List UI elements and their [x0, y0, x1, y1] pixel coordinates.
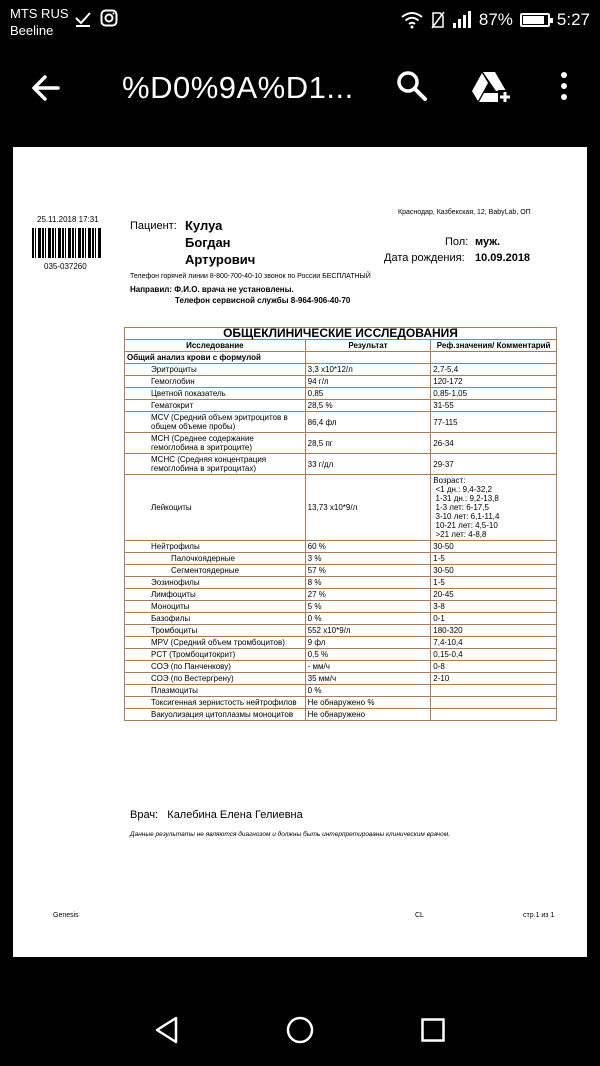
test-result: - мм/ч	[305, 661, 431, 673]
test-result: 9 фл	[305, 637, 431, 649]
test-reference: 30-50	[431, 541, 557, 553]
col-ref-header: Реф.значения/ Комментарий	[431, 340, 557, 352]
test-name: MPV (Средний объем тромбоцитов)	[125, 637, 306, 649]
test-reference: 0,85-1,05	[431, 388, 557, 400]
section-title: Общий анализ крови с формулой	[125, 352, 306, 364]
table-row	[125, 376, 557, 388]
doctor-line: Врач: Калебина Елена Гелиевна	[130, 809, 303, 821]
table-row	[125, 589, 557, 601]
nav-recents-icon[interactable]	[421, 1018, 445, 1042]
test-name: Лейкоциты	[125, 475, 306, 541]
test-name: Токсигенная зернистость нейтрофилов	[125, 697, 306, 709]
test-name: Лимфоциты	[125, 589, 306, 601]
col-result-header: Результат	[305, 340, 431, 352]
service-phone: Телефон сервисной службы 8-964-906-40-70	[175, 296, 351, 305]
report-date: 25.11.2018 17:31	[37, 215, 99, 224]
patient-label: Пациент:	[130, 220, 177, 232]
status-bar	[0, 0, 600, 44]
table-row	[125, 613, 557, 625]
test-result: 0 %	[305, 685, 431, 697]
test-name: Гематокрит	[125, 400, 306, 412]
test-reference: 0-1	[431, 613, 557, 625]
test-reference: 20-45	[431, 589, 557, 601]
test-reference: 1-5	[431, 577, 557, 589]
test-reference	[431, 697, 557, 709]
test-name: Тромбоциты	[125, 625, 306, 637]
test-name: СОЭ (по Панченкову)	[125, 661, 306, 673]
table-row	[125, 433, 557, 454]
footer-center: CL	[415, 912, 424, 919]
test-result: 28,5 пг	[305, 433, 431, 454]
table-row	[125, 454, 557, 475]
test-name: Палочкоядерные	[125, 553, 306, 565]
carrier-2: Beeline	[10, 23, 54, 38]
test-reference: 77-115	[431, 412, 557, 433]
test-reference: Возраст: <1 дн.: 9,4-32,2 1-31 дн.: 9,2-13,8 1-3 лет: 6-17,5 3-10 лет: 6,1-11,4 10-21 лет: 4,5-10 >21 лет: 4-8,8	[431, 475, 557, 541]
disclaimer: Данные результаты не являются диагнозом и должны быть интерпретированы клиническим врачом.	[130, 831, 451, 838]
test-reference: 29-37	[431, 454, 557, 475]
test-reference: 1-5	[431, 553, 557, 565]
test-reference: 31-55	[431, 400, 557, 412]
patient-first-name: Богдан	[185, 235, 231, 250]
battery-icon	[520, 13, 550, 27]
test-result: 28,5 %	[305, 400, 431, 412]
col-test-header: Исследование	[125, 340, 306, 352]
patient-patronymic: Артурович	[185, 252, 256, 267]
test-result: 86,4 фл	[305, 412, 431, 433]
test-result: 5 %	[305, 601, 431, 613]
test-result: 0 %	[305, 613, 431, 625]
clock: 5:27	[556, 10, 590, 29]
table-row	[125, 661, 557, 673]
carrier-1: MTS RUS	[10, 6, 69, 21]
test-result: 94 г/л	[305, 376, 431, 388]
battery-percent: 87%	[478, 10, 513, 29]
nav-home-icon[interactable]	[286, 1016, 314, 1044]
barcode	[32, 228, 102, 258]
signal-icon	[452, 11, 472, 29]
sex-value: муж.	[475, 236, 501, 248]
table-row	[125, 637, 557, 649]
table-row	[125, 364, 557, 376]
referred-by: Направил: Ф.И.О. врача не установлены.	[130, 285, 294, 294]
table-row	[125, 577, 557, 589]
test-reference: 0-8	[431, 661, 557, 673]
test-reference: 3-8	[431, 601, 557, 613]
table-title: ОБЩЕКЛИНИЧЕСКИЕ ИССЛЕДОВАНИЯ	[125, 328, 557, 340]
app-bar	[0, 44, 600, 130]
test-name: MCV (Средний объем эритроцитов в общем объеме пробы)	[125, 412, 306, 433]
no-sim-icon	[431, 11, 445, 29]
test-reference: 180-320	[431, 625, 557, 637]
test-reference: 120-172	[431, 376, 557, 388]
sex-label: Пол:	[445, 236, 469, 248]
table-row	[125, 412, 557, 433]
table-row	[125, 475, 557, 541]
footer-right: стр.1 из 1	[523, 912, 555, 919]
test-name: Вакуолизация цитоплазмы моноцитов	[125, 709, 306, 721]
test-name: Эритроциты	[125, 364, 306, 376]
test-name: Моноциты	[125, 601, 306, 613]
test-result: 13,73 x10*9/л	[305, 475, 431, 541]
table-row	[125, 625, 557, 637]
test-name: Сегментоядерные	[125, 565, 306, 577]
wifi-icon	[400, 11, 424, 29]
test-name: Базофилы	[125, 613, 306, 625]
table-row	[125, 709, 557, 721]
table-row	[125, 565, 557, 577]
patient-surname: Кулуа	[185, 218, 223, 233]
test-name: Нейтрофилы	[125, 541, 306, 553]
test-name: Плазмоциты	[125, 685, 306, 697]
test-name: Эозинофилы	[125, 577, 306, 589]
test-result: 0,85	[305, 388, 431, 400]
lab-address: Краснодар, Казбекская, 12, BabyLab, ОП	[398, 209, 531, 216]
table-row	[125, 553, 557, 565]
notification-icons	[74, 9, 118, 27]
dob-label: Дата рождения:	[384, 252, 465, 264]
test-name: СОЭ (по Вестергрену)	[125, 673, 306, 685]
test-reference: 2-10	[431, 673, 557, 685]
table-row	[125, 697, 557, 709]
test-result: 8 %	[305, 577, 431, 589]
search-icon[interactable]	[394, 68, 430, 104]
table-row	[125, 388, 557, 400]
table-row	[125, 541, 557, 553]
test-result: 57 %	[305, 565, 431, 577]
test-result: 552 x10*9/л	[305, 625, 431, 637]
footer-left: Genesis	[53, 912, 79, 919]
test-reference: 2,7-5,4	[431, 364, 557, 376]
table-row	[125, 601, 557, 613]
test-name: PCT (Тромбоцитокрит)	[125, 649, 306, 661]
test-result: Не обнаружено %	[305, 697, 431, 709]
table-row	[125, 685, 557, 697]
table-row	[125, 673, 557, 685]
document-page[interactable]	[13, 147, 587, 957]
test-name: MCHC (Средняя концентрация гемоглобина в эритроцитах)	[125, 454, 306, 475]
test-reference: 7,4-10,4	[431, 637, 557, 649]
test-result: 27 %	[305, 589, 431, 601]
test-result: 3,3 x10*12/л	[305, 364, 431, 376]
test-result: 33 г/дл	[305, 454, 431, 475]
test-name: MCH (Среднее содержание гемоглобина в эритроците)	[125, 433, 306, 454]
nav-back-icon[interactable]	[154, 1016, 180, 1044]
test-reference	[431, 709, 557, 721]
test-result: Не обнаружено	[305, 709, 431, 721]
test-result: 0,5 %	[305, 649, 431, 661]
back-arrow-icon[interactable]	[28, 70, 64, 106]
test-reference: 0,15-0,4	[431, 649, 557, 661]
test-reference	[431, 685, 557, 697]
carrier-info	[10, 5, 69, 39]
checkmark-icon	[74, 9, 92, 27]
more-vert-icon[interactable]	[552, 68, 576, 104]
test-result: 35 мм/ч	[305, 673, 431, 685]
barcode-number: 035-037260	[44, 262, 87, 271]
test-result: 60 %	[305, 541, 431, 553]
test-result: 3 %	[305, 553, 431, 565]
table-row	[125, 400, 557, 412]
results-table	[124, 327, 557, 721]
hotline-text: Телефон горячей линии 8-800-700-40-10 звонок по России БЕСПЛАТНЫЙ	[130, 273, 371, 280]
test-reference: 30-50	[431, 565, 557, 577]
document-title: %D0%9A%D1...	[122, 70, 354, 105]
add-to-drive-icon[interactable]	[470, 70, 512, 106]
test-name: Гемоглобин	[125, 376, 306, 388]
instagram-icon	[100, 9, 118, 27]
nav-bar	[0, 990, 600, 1066]
status-right	[400, 10, 590, 30]
test-name: Цветной показатель	[125, 388, 306, 400]
table-row	[125, 649, 557, 661]
test-reference: 26-34	[431, 433, 557, 454]
dob-value: 10.09.2018	[475, 252, 531, 264]
